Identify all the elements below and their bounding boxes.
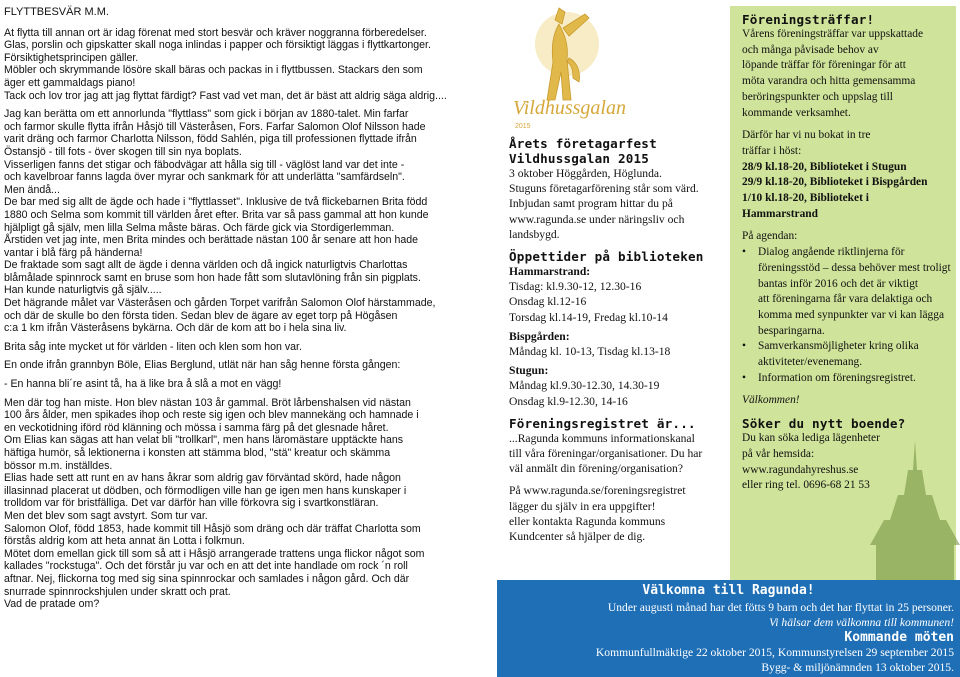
article-line: Men där tog han miste. Hon blev nästan 103 år gammal. Bröt lårbenshalsen vid nästan: [4, 396, 411, 409]
agenda-item: [742, 245, 954, 339]
article-line: Mötet dom emellan gick till som så att i Håsjö arrangerade trattens unga flickor något som: [4, 547, 425, 560]
registry-heading: Föreningsregistret är...: [509, 415, 696, 431]
article-column: [4, 6, 456, 611]
library-bispgarden: Bispgården:: [509, 329, 570, 343]
text-line: väl anmält din förening/organisation?: [509, 462, 683, 476]
article-line: Glas, porslin och gipskatter skall nogа inlindas i papper och försiktigt läggas i flyttkartonger.: [4, 39, 431, 52]
text-line: Dialog angående riktlinjerna för: [758, 246, 905, 259]
article-line: Elias hade sett att runt en av hans åkrar som aldrig gav förväntad skörd, hade någon: [4, 472, 401, 485]
text-line: lägger du själv in era uppgifter!: [509, 499, 656, 513]
text-line: Onsdag kl.12-16: [509, 295, 587, 309]
text-line: 3 oktober Höggården, Höglunda.: [509, 167, 662, 180]
housing-info: [742, 431, 954, 494]
library-hammarstrand: Hammarstrand:: [509, 265, 591, 279]
agenda-label: På agendan:: [742, 230, 798, 243]
text-line: komma med synpunkter var vi kan lägga: [758, 308, 944, 321]
event-info: [509, 166, 725, 242]
text-line: Måndag kl. 10-13, Tisdag kl.13-18: [509, 345, 671, 359]
text-line: besparingarna.: [758, 324, 825, 337]
article-line: Tack och lov tror jag att jag flyttat färdigt? Fast vad vet man, det är bäst att aldrig säga aldrig....: [4, 89, 447, 102]
text-line: landsbygd.: [509, 227, 560, 241]
middle-column: [497, 0, 727, 580]
association-intro: [742, 27, 954, 121]
text-line: eller kontakta Ragunda kommuns: [509, 514, 666, 528]
text-line: www.ragundahyreshus.se: [742, 463, 859, 476]
welcome-heading: Välkomna till Ragunda!: [642, 583, 815, 598]
text-line: att föreningarna får vara delaktiga och: [758, 293, 933, 306]
event-heading: Årets företagarfest: [509, 136, 657, 151]
text-line: möta varandra och hitta gemensamma: [742, 75, 916, 88]
housing-heading: Söker du nytt boende?: [742, 416, 906, 432]
article-line: blåmålade spinnrock samt en bruse som hon hade fått som slutavlöning från sin pigplats.: [4, 271, 421, 284]
article-line: Det hägrande målet var Västeråsen och gården Torpet varifrån Salomon Olof härstammade,: [4, 297, 436, 310]
article-title: FLYTTBESVÄR M.M.: [4, 6, 109, 18]
article-line: vantar i blå färg på händerna!: [4, 246, 143, 259]
text-line: Därför har vi nu bokat in tre: [742, 129, 871, 142]
text-line: Vårens föreningsträffar var uppskattade: [742, 28, 924, 40]
article-line: bössor m.m. inställdes.: [4, 459, 113, 472]
text-line: kommande verksamhet.: [742, 106, 851, 119]
text-line: Onsdag kl.9-12.30, 14-16: [509, 394, 628, 408]
meetings-line-2: Bygg- & miljönämnden 13 oktober 2015.: [761, 661, 954, 674]
text-line: 29/9 kl.18-20, Biblioteket i Bispgården: [742, 176, 928, 189]
article-line: och där de skulle bo den första tiden. Sedan blev de ägare av eget torp på Högåsen: [4, 309, 398, 322]
article-line: äger ett gammaldags piano!: [4, 76, 136, 89]
article-line: En onde ifrån grannbyn Böle, Elias Berglund, utlät när han såg henne första gången:: [4, 359, 401, 372]
text-line: Hammarstrand: [742, 207, 818, 220]
text-line: föreningsstöd – dessa behöver mest troligt: [758, 261, 951, 274]
text-line: aktiviteter/evenemang.: [758, 356, 863, 369]
article-line: Årstiden vet jag inte, men Brita mindes och berättade nästan 100 år senare att hon hade: [4, 234, 419, 247]
library-stugun-hours: [509, 378, 725, 408]
welcome-band: [497, 580, 960, 677]
article-line: en veckotidning iförd röd klänning och mössa i samma färg på det glesnade håret.: [4, 421, 389, 434]
article-line: kallades "rockstuga". Och det förstår ju var och en att det inte handlade om rock ´n roll: [4, 560, 408, 573]
text-line: www.ragunda.se under näringsliv och: [509, 212, 685, 226]
text-line: träffar i höst:: [742, 144, 802, 157]
bullet-icon: •: [742, 340, 746, 353]
library-stugun: Stugun:: [509, 364, 549, 378]
article-line: snurrade spinnrockshjulen under skratt och prat.: [4, 585, 231, 598]
event-subheading: Vildhussgalan 2015: [509, 151, 650, 166]
article-line: och kavelbroar fanns lagda över myrar och sankmark för att underlätta "samfärdseln".: [4, 171, 405, 184]
text-line: Du kan söka lediga lägenheter: [742, 432, 880, 445]
article-line: 100 års ålder, men spikades ihop och reste sig igen och blev mannekäng och hamnade i: [4, 409, 419, 422]
text-line: beröringspunkter och uppslag till: [742, 90, 893, 103]
library-heading: Öppettider på biblioteken: [509, 249, 704, 265]
meetings-heading: Kommande möten: [844, 630, 954, 645]
article-line: hjälpligt gå själv, men lilla Selma måste bäras. Och färde gick via Stordigerlemman.: [4, 221, 395, 234]
article-line: häftiga humör, så lektionerna i konsten att stämma blod, "stä" kreatur och skämma: [4, 447, 391, 459]
article-line: Men ändå...: [4, 183, 60, 196]
article-line: illasinnad placerat ut dödben, och förmodligen ville han ge igen men hans kunskaper i: [4, 484, 407, 497]
article-line: De fraktade som sagt allt de ägde i denna världen och då ingick naturligtvis Charlottas: [4, 259, 408, 272]
text-line: 1/10 kl.18-20, Biblioteket i: [742, 192, 869, 205]
text-line: Kundcenter så hjälper de dig.: [509, 530, 646, 544]
article-line: aftnar. Nej, flickorna tog med sig sina spinnrockar och samlades i någon gård. Och där: [4, 572, 410, 585]
logo-year: 2015: [515, 123, 531, 130]
text-line: och många påvisade behov av: [742, 43, 879, 56]
article-line: - En hanna bli´re asint tå, ha ä like bra å slå a mot en vägg!: [4, 378, 282, 391]
association-text: [742, 12, 954, 494]
article-line: Jag kan berätta om ett annorlunda "flyttlass" som gick i början av 1880-talet. Min farfar: [4, 108, 409, 121]
text-line: Måndag kl.9.30-12.30, 14.30-19: [509, 379, 660, 393]
library-hammarstrand-hours: [509, 279, 725, 325]
article-line: Möbler och skrymmande lösöre skall bäras och packas in i flyttbussen. Stackars den som: [4, 64, 423, 77]
article-line: Försiktighetsprincipen gäller.: [4, 51, 139, 64]
logo-wordmark: Vildhussgalan: [513, 97, 626, 119]
article-line: Om Elias kan sägas att han velat bli "trollkarl", men hans läromästare upptäckte hans: [4, 434, 404, 447]
article-line: Brita såg inte mycket ut för världen - liten och klen som hon var.: [4, 340, 302, 353]
library-bispgarden-hours: [509, 344, 725, 359]
text-line: Inbjudan samt program hittar du på: [509, 197, 673, 211]
article-line: Han kunde naturligtvis gå själv.....: [4, 284, 162, 297]
text-line: På www.ragunda.se/foreningsregistret: [509, 484, 686, 498]
welcome-text: Välkommen!: [742, 394, 800, 407]
association-booked: [742, 128, 954, 159]
welcome-line: Under augusti månad har det fötts 9 barn och det har flyttat in 25 personer.: [607, 601, 954, 614]
registry-contact: [509, 483, 725, 544]
text-line: till våra föreningar/organisationer. Du har: [509, 447, 703, 461]
article-line: förstås aldrig kom att heta annat än Lotta i folkmun.: [4, 535, 245, 548]
text-line: på vår hemsida:: [742, 447, 815, 460]
text-line: Samverkansmöjligheter kring olika: [758, 340, 919, 353]
welcome-line-2: Vi hälsar dem välkomna till kommunen!: [769, 616, 954, 629]
agenda-item: [742, 371, 954, 387]
article-line: varit dräng och farmor Charlotta Nilsson, född Sahlén, piga till professionen flyttade ifrån: [4, 133, 417, 146]
text-line: Information om föreningsregistret.: [758, 371, 916, 384]
article-line: De bar med sig allt de ägde och hade i "flyttlasset". Inklusive de två flickebarnen Brita född: [4, 196, 428, 209]
meeting-dates: [742, 160, 954, 223]
agenda-item: [742, 339, 954, 370]
article-line: och farmor skulle flytta ifrån Håsjö till Västeråsen, Fors. Farfar Salomon Olof Nilsson hade: [4, 120, 426, 133]
article-line: trolldom var för bristfälliga. Det var därför han ville förkovra sig i svartkonstläran.: [4, 497, 379, 510]
bullet-icon: •: [742, 371, 746, 384]
text-line: Stuguns företagarförening står som värd.: [509, 182, 699, 196]
article-line: Men det blev som sagt avstyrt. Som tur var.: [4, 509, 208, 522]
article-line: c:a 1 km ifrån Västeråsens bykärna. Och där de kom att bo i hela sina liv.: [4, 322, 347, 335]
text-line: löpande träffar för föreningar för att: [742, 59, 906, 72]
article-line: Östansjö - till fots - över skogen till sin nya boplats.: [4, 145, 242, 158]
article-line: Visserligen fanns det stigar och fäbodvägar att hålla sig till - väglöst land var det inte -: [4, 158, 405, 171]
middle-text: [509, 136, 725, 544]
registry-info: [509, 431, 725, 477]
article-line: At flytta till annan ort är idag förenat med stort besvär och kräver noggranna förberedelser.: [4, 26, 427, 39]
text-line: eller ring tel. 0696-68 21 53: [742, 479, 870, 492]
bullet-icon: •: [742, 246, 746, 259]
vildhussgalan-logo: [507, 2, 627, 132]
article-body: [4, 27, 456, 611]
text-line: ...Ragunda kommuns informationskanal: [509, 431, 695, 445]
meetings-line: Kommunfullmäktige 22 oktober 2015, Kommunstyrelsen 29 september 2015: [595, 646, 954, 659]
article-line: Salomon Olof, född 1853, hade kommit till Håsjö som dräng och där träffat Charlotta som: [4, 522, 421, 535]
article-line: Vad de pratade om?: [4, 598, 100, 611]
association-heading: Föreningsträffar!: [742, 12, 875, 27]
text-line: Torsdag kl.14-19, Fredag kl.10-14: [509, 310, 668, 324]
article-line: 1880 och Selma som kommit till världen året efter. Brita var så pass gammal att hon kunde: [4, 208, 429, 221]
text-line: 28/9 kl.18-20, Biblioteket i Stugun: [742, 160, 907, 173]
text-line: bantas inför 2016 och det är viktigt: [758, 277, 919, 290]
text-line: Tisdag: kl.9.30-12, 12.30-16: [509, 280, 642, 294]
